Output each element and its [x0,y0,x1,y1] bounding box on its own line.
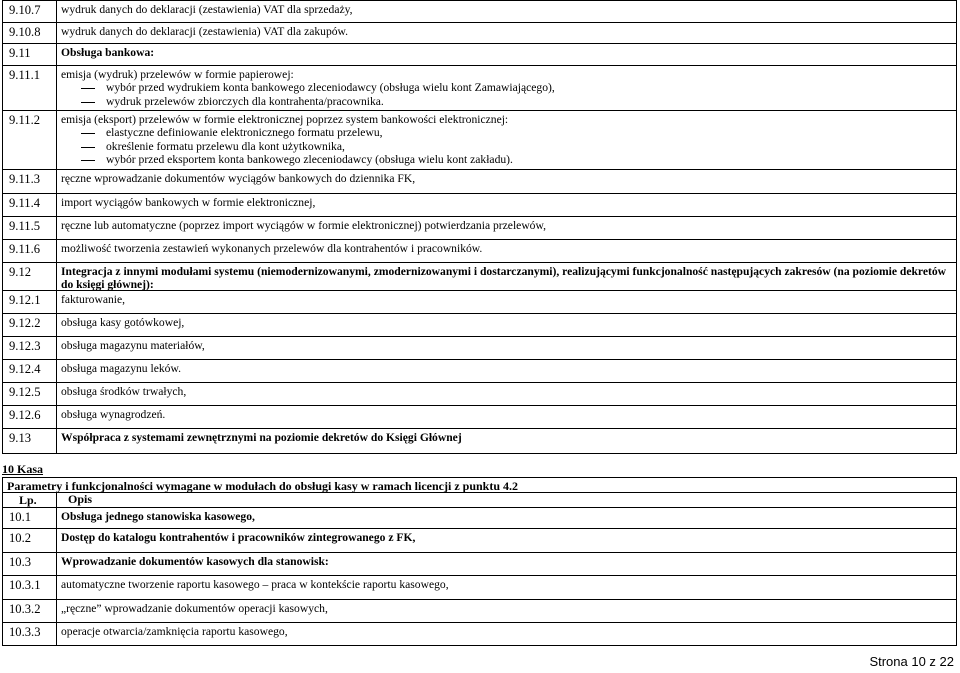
table-row [2,111,957,170]
column-header-row [2,493,957,508]
table-row [2,529,957,553]
table-row [2,217,957,240]
row-text: emisja (wydruk) przelewów w formie papierowej: [61,68,294,81]
row-text: obsługa wynagrodzeń. [61,408,166,421]
row-text: operacje otwarcia/zamknięcia raportu kasowego, [61,625,288,638]
row-text-block [61,68,950,108]
row-number: 10.3 [9,555,32,569]
table-row [2,314,957,337]
section-number: 9.12 [9,265,32,279]
row-number: 9.11.4 [9,196,41,210]
section-heading: 10 Kasa [2,462,44,476]
row-text: Dostęp do katalogu kontrahentów i pracowników zintegrowanego z FK, [61,531,416,544]
row-text: ręczne lub automatyczne (poprzez import wyciągów w formie elektronicznej) potwierdzania przelewów, [61,219,547,232]
bullet-item: określenie formatu przelewu dla kont użytkownika, [61,140,950,153]
row-number: 9.11.1 [9,68,41,82]
row-text: emisja (eksport) przelewów w formie elektronicznej poprzez system bankowości elektronicznej: [61,113,509,126]
row-number: 9.12.4 [9,362,41,376]
row-number: 9.10.7 [9,3,41,17]
row-text: import wyciągów bankowych w formie elektronicznej, [61,196,316,209]
table-row [2,240,957,263]
table-row [2,1,957,23]
table-row [2,360,957,383]
row-number: 9.11.3 [9,172,41,186]
row-number: 9.12.5 [9,385,41,399]
table-row [2,170,957,194]
bullet-item: wydruk przelewów zbiorczych dla kontrahenta/pracownika. [61,95,950,108]
module-table [2,0,957,454]
row-number: 9.12.2 [9,316,41,330]
row-number: 9.11.2 [9,113,41,127]
row-number: 10.2 [9,531,32,545]
bullet-item: elastyczne definiowanie elektronicznego formatu przelewu, [61,126,950,139]
row-number: 9.10.8 [9,25,41,39]
row-text: fakturowanie, [61,293,126,306]
kasa-table [2,477,957,646]
row-number: 9.12.3 [9,339,41,353]
table-row [2,66,957,111]
table-row [2,600,957,623]
table-row [2,406,957,429]
row-number: 9.12.6 [9,408,41,422]
row-text: wydruk danych do deklaracji (zestawienia) VAT dla sprzedaży, [61,3,353,16]
row-number: 10.3.2 [9,602,41,616]
row-number: 10.1 [9,510,32,524]
row-number: 9.11.6 [9,242,41,256]
row-text: obsługa magazynu materiałów, [61,339,205,352]
row-number: 9.11.5 [9,219,41,233]
table-row [2,383,957,406]
section-title: Integracja z innymi modułami systemu (niemodernizowanymi, zmodernizowanymi i dostarczanymi), realizującymi funkcjonalność następujących zakresów (na poziomie dekretów do księgi głównej): [61,265,947,292]
section-row [2,429,957,454]
row-text-block [61,113,950,167]
table-row [2,291,957,314]
row-text: Obsługa jednego stanowiska kasowego, [61,510,255,523]
row-number: 9.12.1 [9,293,41,307]
column-header-opis: Opis [68,492,93,506]
table-caption: Parametry i funkcjonalności wymagane w modułach do obsługi kasy w ramach licencji z punktu 4.2 [7,479,519,493]
row-text: ręczne wprowadzanie dokumentów wyciągów bankowych do dziennika FK, [61,172,416,185]
row-number: 10.3.3 [9,625,41,639]
table-row [2,576,957,600]
table-row [2,194,957,217]
row-text: obsługa magazynu leków. [61,362,181,375]
table-row [2,623,957,646]
table-row [2,553,957,576]
bullet-item: wybór przed eksportem konta bankowego zleceniodawcy (obsługa wielu kont zakładu). [61,153,950,166]
page-footer: Strona 10 z 22 [869,654,954,669]
row-text: wydruk danych do deklaracji (zestawienia) VAT dla zakupów. [61,25,349,38]
column-header-lp: Lp. [19,493,37,507]
table-row [2,508,957,529]
section-row [2,44,957,66]
row-text: „ręczne” wprowadzanie dokumentów operacji kasowych, [61,602,328,615]
table-header-row [2,478,957,493]
bullet-item: wybór przed wydrukiem konta bankowego zleceniodawcy (obsługa wielu kont Zamawiającego), [61,81,950,94]
row-text: obsługa kasy gotówkowej, [61,316,185,329]
row-text: obsługa środków trwałych, [61,385,187,398]
row-text: Wprowadzanie dokumentów kasowych dla stanowisk: [61,555,329,568]
row-text: automatyczne tworzenie raportu kasowego – praca w kontekście raportu kasowego, [61,578,449,591]
section-row [2,263,957,291]
table-row [2,337,957,360]
section-title: Współpraca z systemami zewnętrznymi na poziomie dekretów do Księgi Głównej [61,431,462,444]
row-number: 10.3.1 [9,578,41,592]
section-number: 9.11 [9,46,31,60]
table-row [2,23,957,44]
section-number: 9.13 [9,431,32,445]
row-text: możliwość tworzenia zestawień wykonanych przelewów dla kontrahentów i pracowników. [61,242,483,255]
section-title: Obsługa bankowa: [61,46,155,59]
